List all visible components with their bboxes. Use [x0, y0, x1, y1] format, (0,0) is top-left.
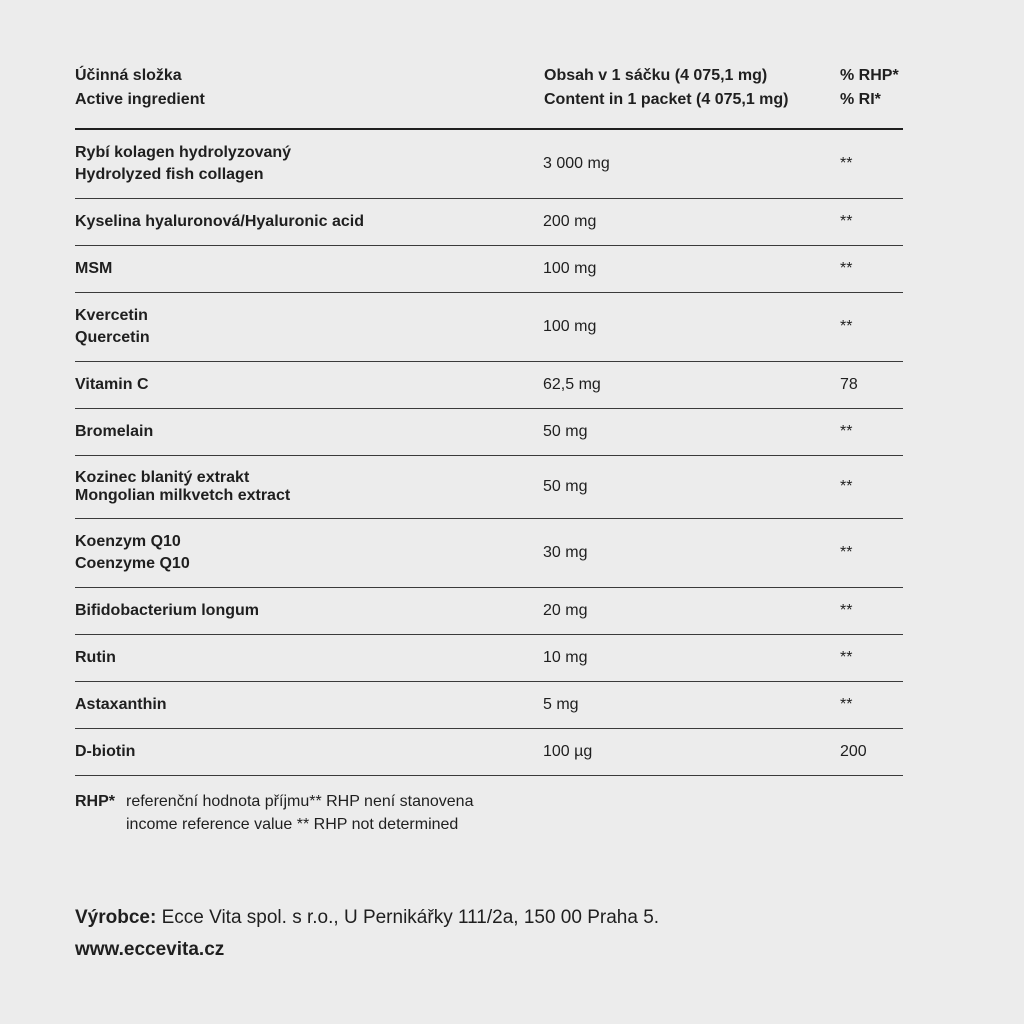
- ingredient-ri: **: [840, 213, 853, 230]
- ingredient-amount: 200 mg: [543, 213, 597, 230]
- ingredient-amount: 5 mg: [543, 696, 579, 713]
- content-header-en: Content in 1 packet (4 075,1 mg): [544, 91, 789, 108]
- content-column-header: [544, 64, 789, 112]
- table-row: [75, 293, 903, 362]
- ingredient-ri: **: [840, 478, 853, 495]
- ingredient-ri: **: [840, 318, 853, 335]
- ingredient-amount: 20 mg: [543, 602, 588, 619]
- footnote-key: RHP*: [75, 793, 116, 810]
- ingredient-name-line1: Koenzym Q10: [75, 533, 181, 550]
- ingredient-ri: **: [840, 155, 853, 172]
- table-row: [75, 130, 903, 199]
- ingredient-amount: 50 mg: [543, 423, 588, 440]
- ingredient-ri: **: [840, 260, 853, 277]
- ingredient-amount: 10 mg: [543, 649, 588, 666]
- table-row: [75, 456, 903, 519]
- ingredient-name: [75, 729, 535, 775]
- ingredient-header-en: Active ingredient: [75, 91, 205, 108]
- ingredient-amount: 100 mg: [543, 318, 597, 335]
- ingredient-amount: 50 mg: [543, 478, 588, 495]
- ingredient-amount: 30 mg: [543, 544, 588, 561]
- ingredient-name: [75, 199, 535, 245]
- manufacturer-line: [75, 902, 659, 934]
- ingredient-ri: **: [840, 602, 853, 619]
- table-row: [75, 519, 903, 588]
- ingredient-column-header: [75, 64, 205, 112]
- ingredient-ri: 78: [840, 376, 858, 393]
- ingredient-name: [75, 246, 535, 292]
- ri-column-header: [840, 64, 899, 112]
- ingredient-amount: 100 mg: [543, 260, 597, 277]
- ingredient-name: [75, 362, 535, 408]
- ingredient-name-line1: Kvercetin: [75, 307, 148, 324]
- ingredient-name-line1: Rutin: [75, 649, 116, 666]
- ingredient-name-line1: Bromelain: [75, 423, 154, 440]
- ingredient-name-line1: Rybí kolagen hydrolyzovaný: [75, 144, 292, 161]
- ingredient-name-line1: Kozinec blanitý extrakt: [75, 469, 250, 486]
- ingredient-name: [75, 456, 535, 518]
- nutrition-label: [75, 0, 903, 1024]
- footnote-line-cz: referenční hodnota příjmu** RHP není stanovena: [126, 793, 474, 810]
- ingredient-name-line1: MSM: [75, 260, 113, 277]
- ingredient-ri: **: [840, 423, 853, 440]
- ingredient-name-line1: Kyselina hyaluronová/Hyaluronic acid: [75, 213, 364, 230]
- website-link[interactable]: www.eccevita.cz: [75, 939, 225, 960]
- ingredient-name-line2: Quercetin: [75, 329, 150, 346]
- ingredient-ri: **: [840, 649, 853, 666]
- ingredient-header-cz: Účinná složka: [75, 67, 182, 84]
- ingredient-name-line1: D-biotin: [75, 743, 136, 760]
- table-row: [75, 362, 903, 409]
- table-row: [75, 635, 903, 682]
- ingredient-table: [75, 130, 903, 776]
- ingredient-name: [75, 130, 535, 198]
- ingredient-name-line1: Vitamin C: [75, 376, 149, 393]
- ingredient-ri: **: [840, 696, 853, 713]
- table-row: [75, 409, 903, 456]
- ri-header-cz: % RHP*: [840, 67, 899, 84]
- ingredient-name: [75, 519, 535, 587]
- manufacturer-address: Ecce Vita spol. s r.o., U Pernikářky 111/2a, 150 00 Praha 5.: [161, 907, 660, 928]
- content-header-cz: Obsah v 1 sáčku (4 075,1 mg): [544, 67, 768, 84]
- table-row: [75, 246, 903, 293]
- ingredient-name-line2: Mongolian milkvetch extract: [75, 487, 291, 504]
- ingredient-name: [75, 682, 535, 728]
- manufacturer-label: Výrobce:: [75, 907, 157, 928]
- ingredient-amount: 100 µg: [543, 743, 593, 760]
- table-row: [75, 729, 903, 776]
- ingredient-name-line1: Astaxanthin: [75, 696, 167, 713]
- ingredient-name-line2: Hydrolyzed fish collagen: [75, 166, 264, 183]
- table-header: [75, 64, 903, 130]
- ingredient-amount: 62,5 mg: [543, 376, 601, 393]
- ingredient-name: [75, 635, 535, 681]
- manufacturer-info: [75, 902, 659, 966]
- footnote-text: [126, 790, 473, 836]
- table-row: [75, 682, 903, 729]
- footnote-line-en: income reference value ** RHP not determined: [126, 816, 459, 833]
- ingredient-name-line2: Coenzyme Q10: [75, 555, 190, 572]
- ingredient-name: [75, 409, 535, 455]
- ingredient-name: [75, 293, 535, 361]
- ingredient-name-line1: Bifidobacterium longum: [75, 602, 259, 619]
- ingredient-name: [75, 588, 535, 634]
- table-row: [75, 199, 903, 246]
- ri-header-en: % RI*: [840, 91, 881, 108]
- ingredient-amount: 3 000 mg: [543, 155, 610, 172]
- ingredient-ri: **: [840, 544, 853, 561]
- ingredient-ri: 200: [840, 743, 867, 760]
- table-row: [75, 588, 903, 635]
